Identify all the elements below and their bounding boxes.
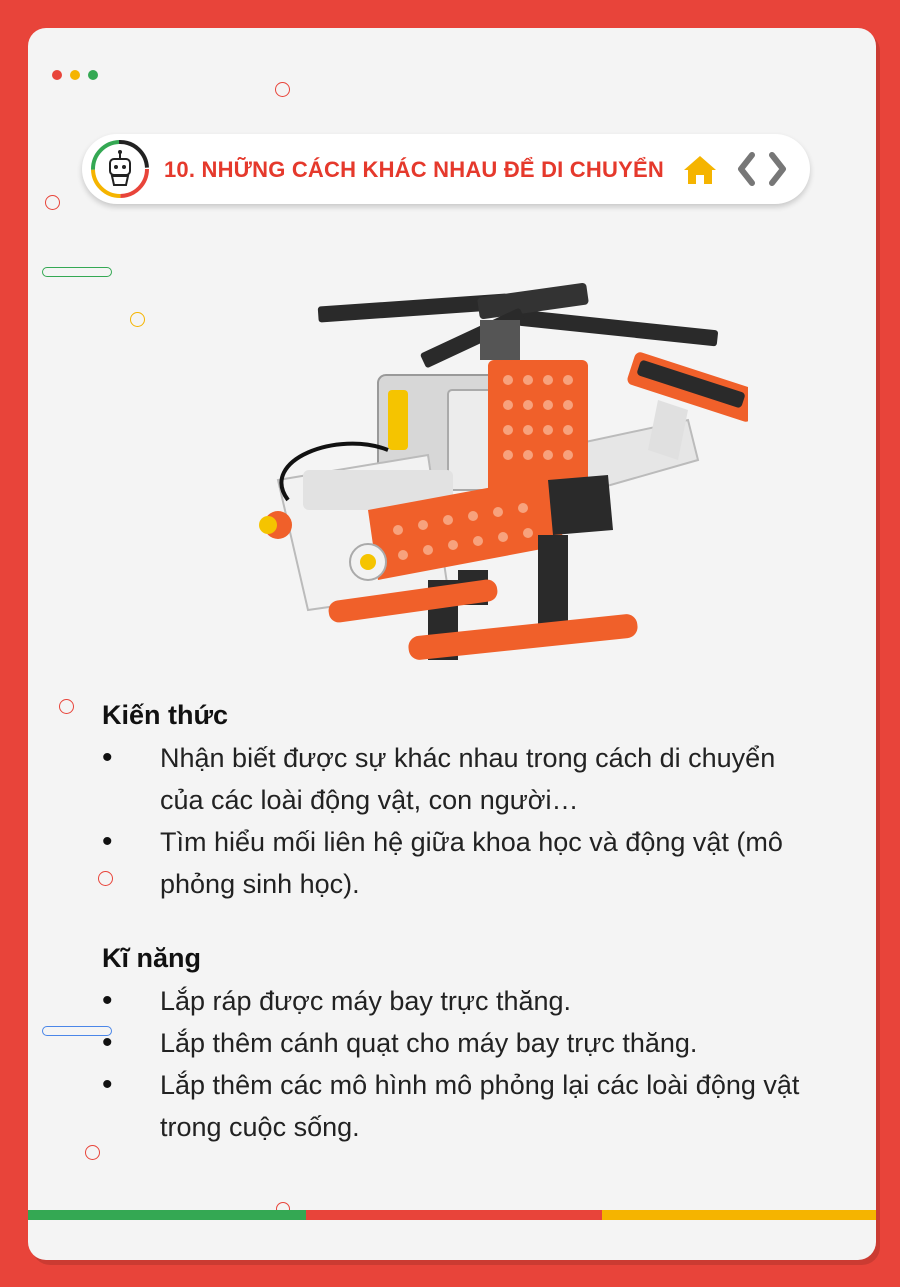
- skills-heading: Kĩ năng: [102, 943, 201, 973]
- green-dot: [88, 70, 98, 80]
- deco-circle: [59, 699, 74, 714]
- red-dot: [52, 70, 62, 80]
- knowledge-list: [102, 737, 822, 905]
- chevron-left-icon[interactable]: [736, 152, 756, 186]
- stripe-red: [306, 1210, 602, 1220]
- list-item: • Tìm hiểu mối liên hệ giữa khoa học và động vật (mô phỏng sinh học).: [102, 821, 822, 905]
- lesson-title-bar: [82, 134, 810, 204]
- list-item: • Lắp thêm cánh quạt cho máy bay trực thăng.: [102, 1022, 822, 1064]
- chevron-right-icon[interactable]: [768, 152, 788, 186]
- helicopter-model-image: [218, 280, 748, 660]
- list-item: • Nhận biết được sự khác nhau trong cách di chuyển của các loài động vật, con người…: [102, 737, 822, 821]
- skills-list: [102, 980, 822, 1148]
- deco-circle: [85, 1145, 100, 1160]
- deco-circle: [130, 312, 145, 327]
- stripe-green: [28, 1210, 306, 1220]
- lesson-card: [28, 28, 876, 1260]
- robot-logo-icon: [90, 139, 150, 199]
- yellow-dot: [70, 70, 80, 80]
- knowledge-heading: Kiến thức: [102, 700, 229, 730]
- lesson-objectives: [102, 700, 822, 1148]
- deco-circle: [45, 195, 60, 210]
- window-dots: [52, 70, 98, 80]
- list-item: • Lắp thêm các mô hình mô phỏng lại các loài động vật trong cuộc sống.: [102, 1064, 822, 1148]
- list-item: • Lắp ráp được máy bay trực thăng.: [102, 980, 822, 1022]
- lesson-title: 10. NHỮNG CÁCH KHÁC NHAU ĐỂ DI CHUYỂN: [164, 157, 664, 182]
- color-stripe: [28, 1210, 876, 1220]
- deco-pill: [42, 267, 112, 277]
- home-icon[interactable]: [682, 154, 718, 186]
- deco-circle: [275, 82, 290, 97]
- stripe-yellow: [602, 1210, 876, 1220]
